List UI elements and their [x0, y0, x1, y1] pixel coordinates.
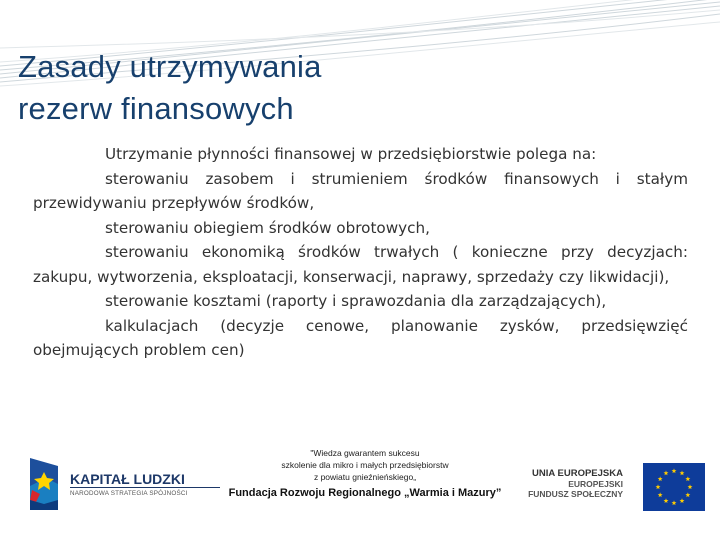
list-item: sterowaniu ekonomiką środków trwałych ( konieczne przy decyzjach: zakupu, wytworzenia, eksploatacji, konserwacji, naprawy, sprzedaży czy likwidacji), — [33, 243, 688, 286]
title-line-1: Zasady utrzymywania — [18, 49, 322, 84]
project-line-3: z powiatu gnieźnieńskiego„ — [313, 472, 417, 482]
kapital-ludzki-subtitle: NARODOWA STRATEGIA SPÓJNOŚCI — [70, 490, 188, 497]
project-line-1: "Wiedza gwarantem sukcesu — [310, 448, 420, 458]
project-line-2: szkolenie dla mikro i małych przedsiębiorstw — [281, 460, 449, 470]
intro-paragraph: Utrzymanie płynności finansowej w przedsiębiorstwie polega na: — [105, 145, 597, 163]
eu-flag-icon — [643, 463, 705, 511]
slide-body — [33, 142, 688, 363]
kapital-ludzki-flag-icon — [28, 456, 62, 512]
eu-label-line-1: UNIA EUROPEJSKA — [532, 468, 623, 479]
kapital-ludzki-name: KAPITAŁ LUDZKI — [70, 471, 185, 487]
eu-label-line-2: EUROPEJSKI — [568, 479, 623, 489]
list-item: kalkulacjach (decyzje cenowe, planowanie zysków, przedsięwzięć obejmujących problem cen) — [33, 316, 688, 359]
kapital-ludzki-divider — [70, 487, 220, 488]
list-item: sterowaniu obiegiem środków obrotowych, — [105, 218, 430, 237]
eu-label — [518, 468, 623, 499]
title-line-2: rezerw finansowych — [18, 91, 294, 126]
slide-title — [18, 46, 322, 130]
foundation-name: Fundacja Rozwoju Regionalnego „Warmia i Mazury” — [228, 487, 502, 499]
list-item: sterowanie kosztami (raporty i sprawozdania dla zarządzających), — [105, 292, 607, 310]
project-info — [215, 447, 515, 501]
list-item: sterowaniu zasobem i strumieniem środków finansowych i stałym przewidywaniu przepływów środków, — [33, 169, 688, 212]
footer-logos — [0, 430, 720, 540]
kapital-ludzki-logo — [28, 456, 218, 512]
eu-label-line-3: FUNDUSZ SPOŁECZNY — [528, 489, 623, 499]
